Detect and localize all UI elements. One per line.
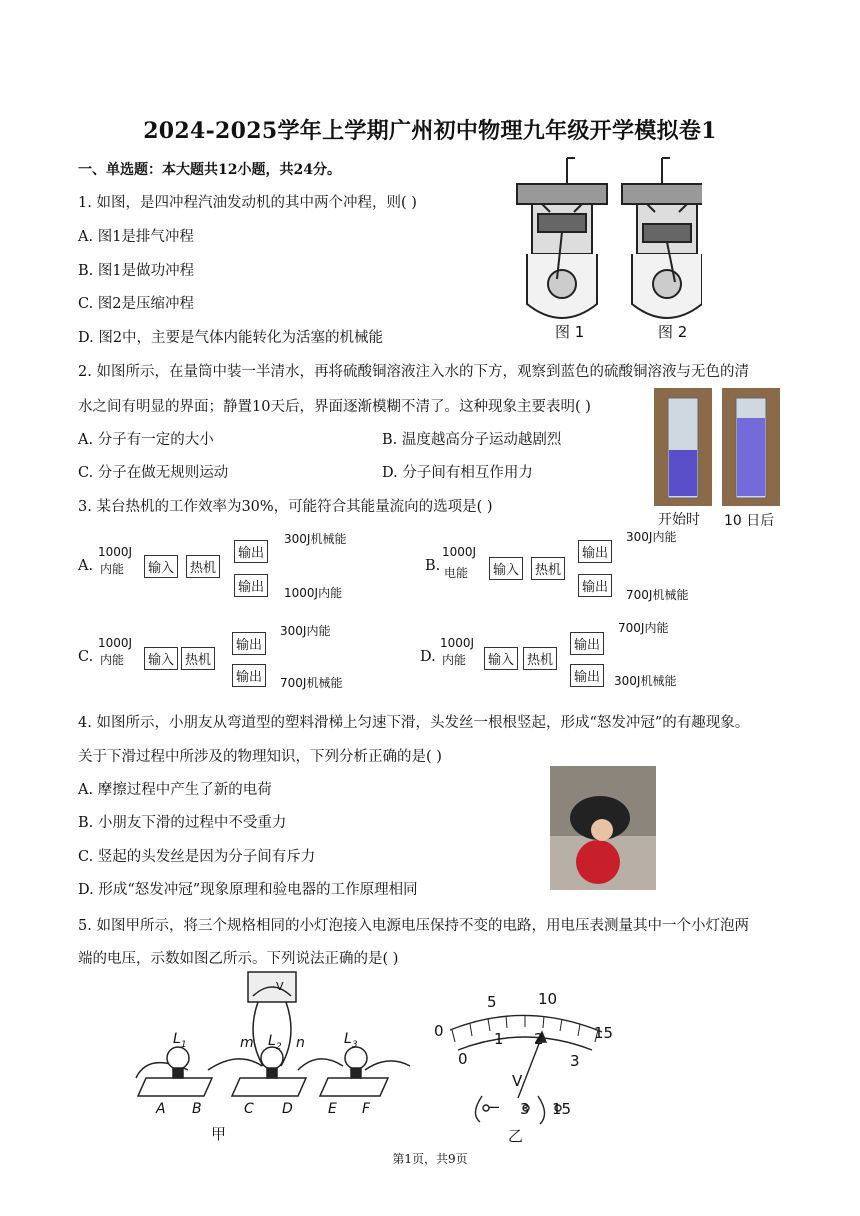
engine-diagram <box>512 154 702 344</box>
figure-1-caption: 图 1 <box>555 323 585 341</box>
engine-figure-2 <box>622 158 702 318</box>
terminal-a: A <box>156 1101 166 1117</box>
bulb-l1-icon <box>167 1047 189 1069</box>
slide-photo <box>550 766 656 890</box>
option-a: A. 分子有一定的大小 <box>78 432 214 448</box>
section-heading: 一、单选题：本大题共12小题，共24分。 <box>78 162 341 178</box>
input-amount: 1000J <box>440 636 475 650</box>
option-c: C. 竖起的头发丝是因为分子间有斥力 <box>78 849 316 865</box>
option-d: D. 图2中，主要是气体内能转化为活塞的机械能 <box>78 330 384 346</box>
input-amount: 1000J <box>442 545 477 559</box>
question-stem-line2: 关于下滑过程中所涉及的物理知识，下列分析正确的是( ) <box>78 749 442 765</box>
input-amount: 1000J <box>98 636 133 650</box>
scale-upper-10: 10 <box>538 990 558 1008</box>
option-c: C. 图2是压缩冲程 <box>78 296 195 312</box>
output-bottom-box: 输出 <box>232 664 266 687</box>
input-type: 内能 <box>100 653 125 667</box>
option-b: B. 温度越高分子运动越剧烈 <box>382 432 562 448</box>
option-b: B. 小朋友下滑的过程中不受重力 <box>78 815 287 831</box>
input-arrow-box: 输入 <box>484 647 518 670</box>
output-bottom-box: 输出 <box>570 664 604 687</box>
label-v: V <box>276 980 284 993</box>
option-letter: B. <box>425 558 441 574</box>
option-letter: A. <box>78 558 94 574</box>
terminal-c: C <box>244 1101 254 1117</box>
terminal-f: F <box>362 1101 371 1117</box>
option-d: D. 分子间有相互作用力 <box>382 465 533 481</box>
scale-lower-0: 0 <box>458 1050 468 1068</box>
scale-upper-0: 0 <box>434 1022 444 1040</box>
figure-2-caption: 图 2 <box>658 323 688 341</box>
caption-end: 10 日后 <box>724 513 775 529</box>
output-bottom: 300J机械能 <box>614 674 677 688</box>
label-l3: $L_3$ <box>344 1031 358 1050</box>
option-letter: C. <box>78 649 94 665</box>
option-a: A. 图1是排气冲程 <box>78 229 194 245</box>
cylinder-photos <box>654 388 780 506</box>
input-type: 内能 <box>442 653 467 667</box>
output-top: 300J机械能 <box>284 532 347 546</box>
output-bottom: 1000J内能 <box>284 586 343 600</box>
scale-lower-1: 1 <box>494 1030 504 1048</box>
input-type: 内能 <box>100 562 125 576</box>
scale-lower-2: 2 <box>534 1030 544 1048</box>
output-top: 300J内能 <box>626 530 677 544</box>
question-stem: 1. 如图，是四冲程汽油发动机的其中两个冲程，则( ) <box>78 195 417 211</box>
input-type: 电能 <box>444 566 469 580</box>
scale-upper-15: 15 <box>594 1024 614 1042</box>
terminal-b: B <box>192 1101 202 1117</box>
question-stem: 3. 某台热机的工作效率为30%，可能符合其能量流向的选项是( ) <box>78 499 493 515</box>
engine-box: 热机 <box>181 647 215 670</box>
input-arrow-box: 输入 <box>489 557 523 580</box>
output-top-box: 输出 <box>578 540 612 563</box>
figure-a-caption: 甲 <box>211 1125 227 1143</box>
output-bottom: 700J机械能 <box>280 676 343 690</box>
option-c: C. 分子在做无规则运动 <box>78 465 229 481</box>
input-arrow-box: 输入 <box>144 647 178 670</box>
question-stem-line1: 5. 如图甲所示，将三个规格相同的小灯泡接入电源电压保持不变的电路，用电压表测量其中一个小灯泡两 <box>78 918 749 934</box>
option-d: D. 形成“怒发冲冠”现象原理和验电器的工作原理相同 <box>78 882 418 898</box>
output-bottom-box: 输出 <box>234 574 268 597</box>
question-stem-line1: 4. 如图所示，小朋友从弯道型的塑料滑梯上匀速下滑，头发丝一根根竖起，形成“怒发冲冠”的有趣现象。 <box>78 715 750 731</box>
question-stem-line1: 2. 如图所示，在量筒中装一半清水，再将硫酸铜溶液注入水的下方，观察到蓝色的硫酸铜溶液与无色的清 <box>78 364 749 380</box>
question-stem-line2: 水之间有明显的界面；静置10天后，界面逐渐模糊不清了。这种现象主要表明( ) <box>78 399 591 415</box>
terminal-3: 3 <box>520 1100 530 1118</box>
scale-lower-3: 3 <box>570 1052 580 1070</box>
figure-b-caption: 乙 <box>508 1127 524 1145</box>
output-top-box: 输出 <box>232 632 266 655</box>
engine-box: 热机 <box>523 647 557 670</box>
output-top: 300J内能 <box>280 624 331 638</box>
label-m: m <box>240 1035 254 1051</box>
question-stem-line2: 端的电压，示数如图乙所示。下列说法正确的是( ) <box>78 951 399 967</box>
engine-figure-1 <box>517 158 607 318</box>
page-title: 2024-2025学年上学期广州初中物理九年级开学模拟卷1 <box>143 118 717 144</box>
output-top-box: 输出 <box>570 632 604 655</box>
output-top: 700J内能 <box>618 621 669 635</box>
output-bottom-box: 输出 <box>578 574 612 597</box>
caption-start: 开始时 <box>658 512 700 528</box>
input-amount: 1000J <box>98 545 133 559</box>
input-arrow-box: 输入 <box>144 555 178 578</box>
terminal-d: D <box>282 1101 293 1117</box>
terminal-minus: − <box>488 1098 501 1116</box>
terminal-15: 15 <box>552 1100 572 1118</box>
output-top-box: 输出 <box>234 540 268 563</box>
engine-box: 热机 <box>186 555 220 578</box>
option-a: A. 摩擦过程中产生了新的电荷 <box>78 782 272 798</box>
label-l2: $L_2$ <box>268 1033 282 1052</box>
option-letter: D. <box>420 649 436 665</box>
scale-upper-5: 5 <box>487 993 497 1011</box>
terminal-e: E <box>328 1101 337 1117</box>
label-l1: $L_1$ <box>173 1031 187 1050</box>
page-footer: 第1页，共9页 <box>392 1152 468 1166</box>
bulb-l3-icon <box>345 1047 367 1069</box>
option-b: B. 图1是做功冲程 <box>78 263 195 279</box>
output-bottom: 700J机械能 <box>626 588 689 602</box>
label-n: n <box>296 1035 305 1051</box>
dial-v-label: V <box>512 1072 523 1090</box>
engine-box: 热机 <box>531 557 565 580</box>
